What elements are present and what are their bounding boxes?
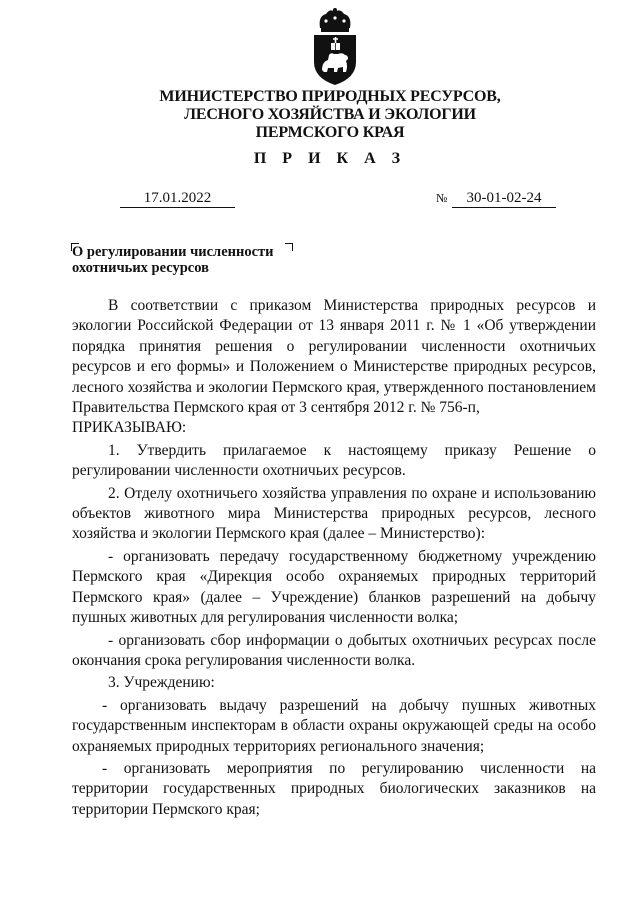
subject-line-1: О регулировании численности	[72, 244, 274, 260]
preamble-paragraph: В соответствии с приказом Министерства природных ресурсов и экологии Российской Федерации от 13 января 2011 г. № 1 «Об утверждении порядка принятия решения о регулировании численности охотничьих ресурсов и его формы» и Положением о Министерстве природных ресурсов, лесного хозяйства и экологии Пермского края, утвержденного постановлением Правительства Пермского края от 3 сентября 2012 г. № 756-п,	[72, 297, 596, 417]
document-body	[72, 296, 596, 820]
perm-krai-coat-of-arms-bear-icon	[308, 8, 362, 86]
item-3a-paragraph: - организовать выдачу разрешений на добычу пушных животных государственным инспекторам в области охраны окружающей среды на особо охраняемых природных территориях регионального значения;	[72, 696, 596, 755]
ministry-name	[120, 88, 540, 142]
subject-line-2: охотничьих ресурсов	[72, 260, 209, 276]
item-2a-paragraph: - организовать передачу государственному бюджетному учреждению Пермского края «Дирекция особо охраняемых природных территорий Пермского края» (далее – Учреждение) бланков разрешений на добычу пушных животных для регулирования численности волка;	[72, 547, 596, 627]
subject-corner-mark-right	[285, 243, 293, 251]
item-3-paragraph: 3. Учреждению:	[108, 674, 215, 692]
ministry-line-3: ПЕРМСКОГО КРАЯ	[255, 124, 405, 141]
number-sign: №	[436, 191, 448, 205]
ministry-line-1: МИНИСТЕРСТВО ПРИРОДНЫХ РЕСУРСОВ,	[159, 88, 501, 105]
document-date: 17.01.2022	[120, 189, 235, 208]
document-type: П Р И К А З	[253, 150, 407, 167]
order-word: ПРИКАЗЫВАЮ:	[72, 419, 187, 437]
document-subject	[72, 244, 274, 276]
item-1-paragraph: 1. Утвердить прилагаемое к настоящему приказу Решение о регулировании численности охотничьих ресурсов.	[72, 441, 596, 480]
item-3b-paragraph: - организовать мероприятия по регулированию численности на территории государственных природных биологических заказников на территории Пермского края;	[72, 759, 596, 818]
ministry-line-2: ЛЕСНОГО ХОЗЯЙСТВА И ЭКОЛОГИИ	[184, 106, 476, 123]
item-2b-paragraph: - организовать сбор информации о добытых охотничьих ресурсах после окончания срока регулирования численности волка.	[72, 631, 596, 669]
document-number: 30-01-02-24	[452, 189, 556, 208]
item-2-paragraph: 2. Отделу охотничьего хозяйства управления по охране и использованию объектов животного мира Министерства природных ресурсов, лесного хозяйства и экологии Пермского края (далее – Министерство):	[72, 484, 596, 543]
